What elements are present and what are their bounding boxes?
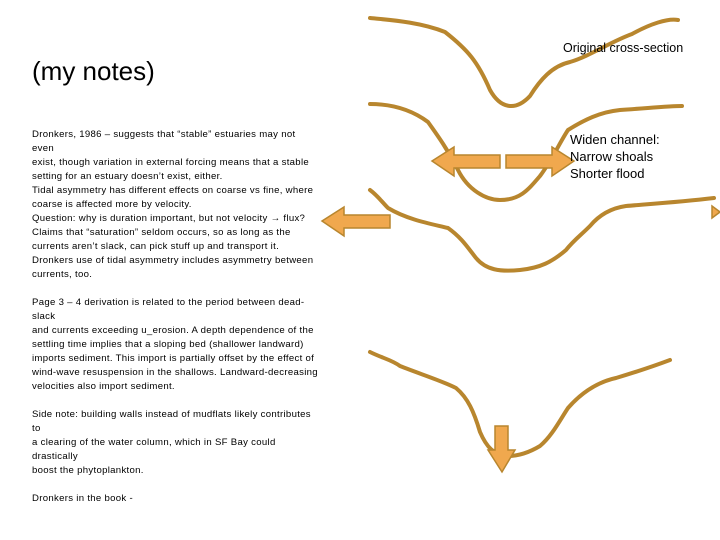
original-cross-section-label: Original cross-section xyxy=(563,41,684,55)
notes-line: Dronkers in the book - xyxy=(32,493,133,504)
third-cross-section-profile xyxy=(370,190,714,271)
widen-channel-line: Widen channel: xyxy=(570,132,660,147)
notes-line: Question: why is duration important, but not velocity → flux? xyxy=(32,213,306,224)
right-edge-arrow-icon xyxy=(712,206,720,218)
right-arrow-icon xyxy=(506,147,574,176)
fourth-cross-section-profile xyxy=(370,352,670,456)
notes-line: Tidal asymmetry has different effects on coarse vs fine, where xyxy=(32,185,314,196)
original-cross-section-profile xyxy=(370,18,678,106)
notes-line: Page 3 – 4 derivation is related to the period between dead-slack xyxy=(32,297,305,322)
notes-line: coarse is affected more by velocity. xyxy=(32,199,192,210)
notes-line: exist, though variation in external forcing means that a stable xyxy=(32,157,310,168)
notes-line: Side note: building walls instead of mudflats likely contributes to xyxy=(32,409,311,434)
widen-channel-label xyxy=(570,131,660,182)
notes-line: Dronkers use of tidal asymmetry includes asymmetry between xyxy=(32,255,314,266)
shorter-flood-line: Shorter flood xyxy=(570,166,645,181)
notes-line: Dronkers, 1986 – suggests that “stable” estuaries may not even xyxy=(32,129,296,154)
notes-line: settling time implies that a sloping bed (shallower landward) xyxy=(32,339,304,350)
left-arrow-icon xyxy=(432,147,500,176)
notes-line: velocities also import sediment. xyxy=(32,381,175,392)
notes-line: Claims that “saturation” seldom occurs, so as long as the xyxy=(32,227,291,238)
notes-line: wind-wave resuspension in the shallows. Landward-decreasing xyxy=(32,367,318,378)
notes-line: currents, too. xyxy=(32,269,93,280)
narrow-shoals-line: Narrow shoals xyxy=(570,149,654,164)
notes-line: imports sediment. This import is partially offset by the effect of xyxy=(32,353,315,364)
notes-line: boost the phytoplankton. xyxy=(32,465,144,476)
page-title: (my notes) xyxy=(32,56,155,86)
notes-line: setting for an estuary doesn’t exist, either. xyxy=(32,171,223,182)
left-flood-arrow-icon xyxy=(322,207,390,236)
notes-line: currents aren’t slack, can pick stuff up and transport it. xyxy=(32,241,280,252)
notes-line: and currents exceeding u_erosion. A depth dependence of the xyxy=(32,325,314,336)
notes-line: a clearing of the water column, which in SF Bay could drastically xyxy=(32,437,276,462)
